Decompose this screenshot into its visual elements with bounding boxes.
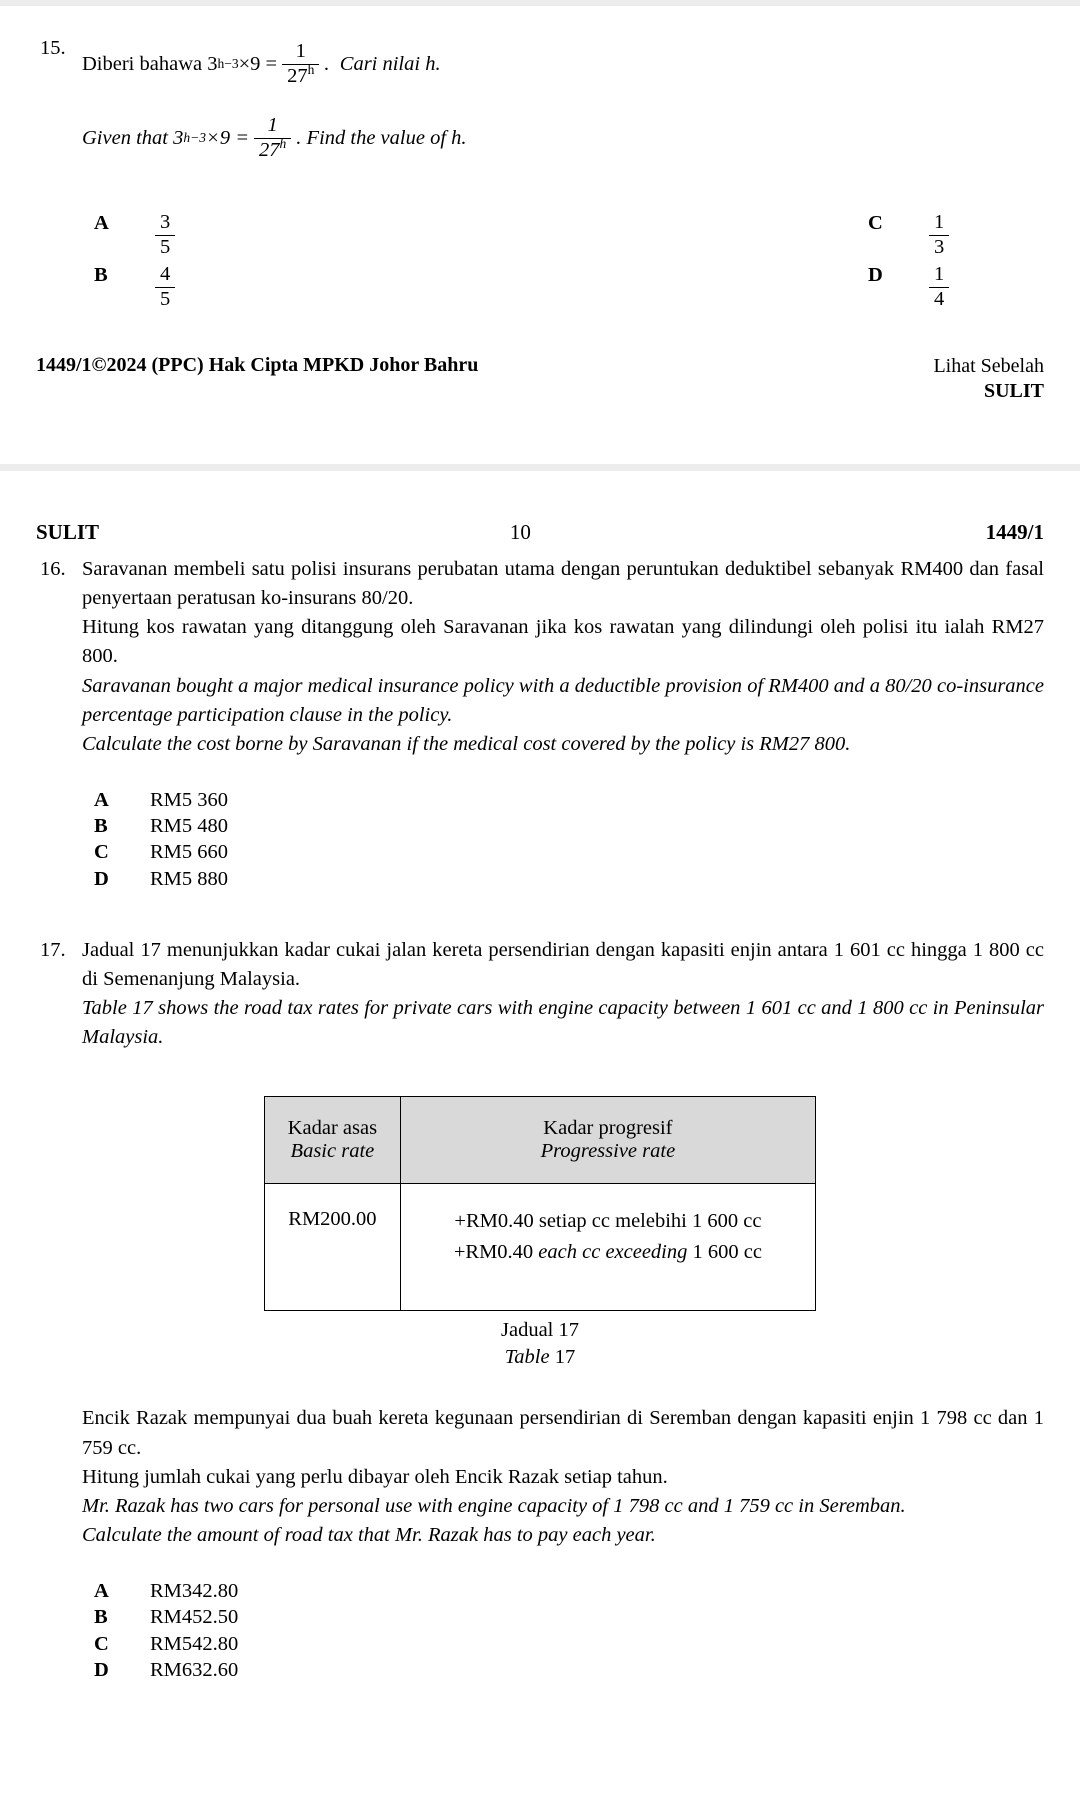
q15-option-c-value[interactable]: $\frac{1}{3}$	[924, 212, 1044, 258]
footer-copyright: 1449/1©2024 (PPC) Hak Cipta MPKD Johor Bahru	[36, 354, 479, 377]
q17-option-b-value: RM452.50	[150, 1606, 239, 1629]
question-15-english-statement: Given that 3 h−3 ×9 = $\frac{1}{27^h}$ . Find the value of h.	[82, 113, 467, 161]
q15-options-gap-1	[270, 212, 868, 258]
header-paper-code: 1449/1	[985, 520, 1044, 545]
q16-option-c[interactable]	[94, 839, 1044, 865]
q17-option-d-letter: D	[94, 1658, 109, 1681]
question-17	[36, 936, 1044, 1052]
q16-option-d-value: RM5 880	[150, 867, 229, 890]
q17-option-a-value: RM342.80	[150, 1580, 239, 1603]
progressive-malay-text: +RM0.40 setiap cc melebihi 1 600 cc	[454, 1210, 762, 1233]
q16-option-d[interactable]	[94, 866, 1044, 892]
question-15	[36, 34, 1044, 168]
progressive-english-text: +RM0.40 each cc exceeding 1 600 cc	[453, 1240, 762, 1263]
q15-english-frac-numerator: 1	[267, 113, 278, 136]
q15-option-c-letter[interactable]: C	[868, 212, 883, 234]
q15-english-fraction	[254, 115, 291, 161]
q16-malay-paragraph-1: Saravanan membeli satu polisi insurans perubatan utama dengan peruntukan deduktibel sebanyak RM400 dan fasal penyertaan peratusan ko-insurans 80/20.	[82, 558, 1044, 610]
q15-english-base: 3	[173, 126, 184, 149]
q15-english-tail: . Find the value of h.	[296, 126, 467, 149]
table-caption-english	[36, 1344, 1044, 1371]
table-caption-malay: Jadual 17	[501, 1319, 579, 1342]
header-basic-english: Basic rate	[290, 1140, 375, 1163]
footer-turn-over: Lihat Sebelah	[933, 355, 1044, 378]
header-progressive-english: Progressive rate	[540, 1140, 676, 1163]
q15-malay-base: 3	[207, 52, 218, 75]
q16-option-c-value: RM5 660	[150, 841, 229, 864]
page-two-header	[36, 520, 1044, 545]
q16-option-b-letter: B	[94, 815, 108, 838]
table-header-row	[265, 1097, 816, 1184]
cell-basic-rate-value: RM200.00	[265, 1184, 401, 1311]
question-16-options	[94, 787, 1044, 892]
question-15-options	[94, 212, 1044, 310]
q17-english-intro: Table 17 shows the road tax rates for private cars with engine capacity between 1 601 cc and 1 800 cc in Peninsular Malaysia.	[82, 996, 1044, 1049]
page-one	[0, 6, 1080, 438]
table-row	[265, 1184, 816, 1311]
question-17-number: 17.	[40, 938, 66, 961]
q17-option-d-value: RM632.60	[150, 1658, 239, 1681]
q16-english-paragraph-1: Saravanan bought a major medical insurance policy with a deductible provision of RM400 and a 80/20 co-insurance percentage participation clause in the policy.	[82, 674, 1044, 726]
question-16-number: 16.	[40, 558, 66, 581]
q17-malay-intro: Jadual 17 menunjukkan kadar cukai jalan kereta persendirian dengan kapasiti enjin antara 1 601 cc hingga 1 800 cc di Semenanjung Malaysia.	[82, 938, 1044, 990]
q15-options-gap-2	[270, 264, 868, 310]
q16-option-a-value: RM5 360	[150, 788, 229, 811]
q16-option-b-value: RM5 480	[150, 815, 229, 838]
q17-malay-body-1: Encik Razak mempunyai dua buah kereta kegunaan persendirian di Seremban dengan kapasiti enjin 1 798 cc dan 1 759 cc.	[82, 1407, 1044, 1459]
q15-english-lead: Given that	[82, 126, 174, 149]
table-header-progressive-rate	[400, 1097, 815, 1184]
q17-option-b[interactable]	[94, 1604, 1044, 1630]
page-two	[0, 510, 1080, 1705]
question-16	[36, 555, 1044, 759]
q15-malay-lead: Diberi bahawa	[82, 52, 208, 75]
q15-malay-times: ×9 =	[238, 52, 278, 75]
q17-option-d[interactable]	[94, 1657, 1044, 1683]
q15-english-times: ×9 =	[205, 126, 250, 149]
q16-english-paragraph-2: Calculate the cost borne by Saravanan if the medical cost covered by the policy is RM27 800.	[82, 732, 851, 755]
road-tax-table	[264, 1096, 816, 1311]
q15-option-d-letter[interactable]: D	[868, 264, 883, 287]
q16-option-d-letter: D	[94, 867, 109, 890]
header-basic-malay: Kadar asas	[287, 1117, 378, 1140]
q17-english-body-2: Calculate the amount of road tax that Mr. Razak has to pay each year.	[82, 1523, 656, 1546]
q15-option-a-letter[interactable]: A	[94, 212, 109, 234]
q17-option-c-letter: C	[94, 1632, 109, 1655]
q16-option-b[interactable]	[94, 813, 1044, 839]
q17-option-a[interactable]	[94, 1578, 1044, 1604]
question-15-number: 15.	[40, 37, 66, 59]
q15-option-b-letter[interactable]: B	[94, 264, 108, 287]
page-one-footer	[36, 354, 1044, 404]
question-17-options	[94, 1578, 1044, 1683]
header-progressive-malay: Kadar progresif	[543, 1117, 673, 1140]
header-page-number: 10	[509, 520, 531, 545]
q16-option-a-letter: A	[94, 788, 109, 811]
q17-malay-body-2: Hitung jumlah cukai yang perlu dibayar oleh Encik Razak setiap tahun.	[82, 1465, 668, 1488]
q15-option-b-value[interactable]: $\frac{4}{5}$	[150, 264, 270, 310]
road-tax-table-wrapper	[36, 1096, 1044, 1311]
footer-classification: SULIT	[983, 380, 1044, 403]
q16-malay-paragraph-2: Hitung kos rawatan yang ditanggung oleh Saravanan jika kos rawatan yang dilindungi oleh polisi itu ialah RM27 800.	[82, 616, 1044, 668]
q16-option-c-letter: C	[94, 841, 109, 864]
q17-option-c-value: RM542.80	[150, 1632, 239, 1655]
q15-english-frac-denominator: 27$^h$	[254, 138, 291, 162]
q15-option-a-value[interactable]: $\frac{3}{5}$	[150, 212, 270, 258]
header-classification: SULIT	[36, 520, 100, 545]
q15-malay-fraction	[282, 41, 319, 87]
question-15-malay-statement: Diberi bahawa 3 h−3 ×9 = $\frac{1}{27^h}$ . Cari nilai h.	[82, 39, 441, 87]
page-separator	[0, 438, 1080, 510]
cell-progressive-rate-value	[400, 1184, 815, 1311]
q15-option-d-value[interactable]: $\frac{1}{4}$	[924, 264, 1044, 310]
question-17-body	[36, 1404, 1044, 1550]
table-header-basic-rate	[265, 1097, 401, 1184]
q17-option-b-letter: B	[94, 1606, 108, 1629]
table-caption-english-number: 17	[554, 1345, 576, 1368]
q17-english-body-1: Mr. Razak has two cars for personal use with engine capacity of 1 798 cc and 1 759 cc in Seremban.	[82, 1494, 906, 1517]
q15-malay-frac-numerator: 1	[295, 39, 306, 62]
table-caption	[36, 1317, 1044, 1370]
q17-option-a-letter: A	[94, 1580, 109, 1603]
q15-malay-tail: . Cari nilai h.	[324, 52, 441, 75]
q17-option-c[interactable]	[94, 1631, 1044, 1657]
q16-option-a[interactable]	[94, 787, 1044, 813]
table-caption-english-label: Table	[504, 1345, 550, 1368]
q15-malay-frac-denominator: 27$^h$	[282, 64, 319, 88]
